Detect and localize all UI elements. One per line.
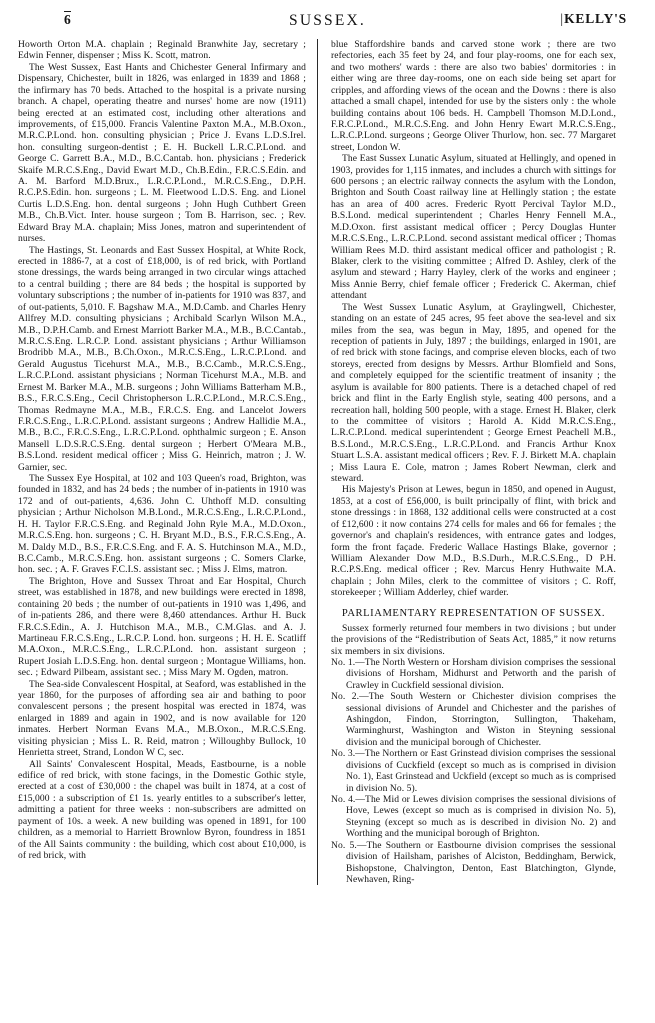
publisher-name: KELLY'S — [564, 11, 627, 26]
section-heading: PARLIAMENTARY REPRESENTATION OF SUSSEX. — [341, 607, 606, 619]
division-text: The Southern or Eastbourne division comprises the sessional division of Hailsham, parishes of Alciston, Beddingham, Berwick, Bishopstone, Chalvington, Denton, East Blatchington, Glynde, Newhaven, Ring- — [346, 839, 616, 885]
paragraph: The Brighton, Hove and Sussex Throat and Ear Hospital, Church street, was established in 1878, and new buildings were erected in 1898, containing 20 beds ; the number of out-patients in 1910 was 1,496, and of in-patients 286, and there were 8,460 attendances. Arthur H. Buck F.R.C.S.Edin., A. J. Hutchison M.A., M.B., C.M.Glas. and A. J. Martineau F.R.C.S.Eng., L.R.C.P. Lond. hon. surgeons ; H. H. E. Scatliff M.A.Oxon., M.R.C.S.Eng., L.R.C.P.Lond. hon. assistant surgeon ; Rupert Josiah L.D.S.Eng. hon. dental surgeon ; Montague Williams, hon. sec. ; Edward Pilbeam, assistant sec. ; Miss Mary M. Ogden, matron. — [18, 575, 306, 679]
section-intro-paragraph: Sussex formerly returned four members in two divisions ; but under the provisions of the “Redistribution of Seats Act, 1885,” it now returns six members in six divisions. — [331, 622, 616, 657]
paragraph: The West Sussex Lunatic Asylum, at Graylingwell, Chichester, standing on an estate of 245 acres, 95 feet above the sea-level and six miles from the sea, was begun in May, 1895, and opened for the reception of patients in July, 1897 ; the buildings, enlarged in 1901, are of red brick with stone facings, and comprise eleven blocks, each of two storeys, erected from designs by Messrs. Arthur Blomfield and Sons, and completely equipped for the scientific treatment of insanity ; the asylum is available for 800 patients. There is a detached chapel of red brick and flint in the Early English style, seating 400 persons, and a recreation hall, holding 500 people, with a stage. Ernest H. Blaker, clerk to the committee of visitors ; Harold A. Kidd M.R.C.S.Eng., L.R.C.P.Lond. medical superintendent ; George Ernest Peachell M.B., B.S.Lond., M.R.C.S.Eng., L.R.C.P.Lond. and Francis Arthur Knox Stuart L.S.A. assistant medical officers ; Rev. F. J. Birkett M.A. chaplain ; Miss Laura E. Cole, matron ; James Robert Newman, clerk and steward. — [331, 301, 616, 485]
page-number: 6 — [64, 12, 71, 27]
division-item — [331, 794, 616, 840]
division-label: No. 5.— — [331, 839, 367, 851]
division-text: The Northern or East Grinstead division comprises the sessional divisions of Cuckfield (except so much as is comprised in division No. 1), East Grinstead and Uckfield (except so much as is comprised in division No. 5). — [346, 748, 616, 794]
publisher-mark — [560, 11, 627, 27]
division-text: The North Western or Horsham division comprises the sessional divisions of Horsham, Midhurst and Petworth and the parish of Crawley in Cuckfield sessional division. — [346, 656, 616, 691]
left-column — [18, 39, 317, 861]
division-item — [331, 840, 616, 886]
paragraph: The Sussex Eye Hospital, at 102 and 103 Queen's road, Brighton, was founded in 1832, and has 24 beds ; the number of in-patients in 1910 was 172 and of out-patients, 4,636. John C. Uhthoff M.D. consulting physician ; Arthur Nicholson M.B.Lond., M.R.C.S.Eng., L.R.C.P.Lond., H. H. Taylor F.R.C.S.Eng. and Reginald John Ryle M.A., M.D.Oxon., M.R.C.S.Eng. hon. surgeons ; C. H. Bryant M.D., B.S., F.R.C.S.Eng., A. M. Daldy M.D., B.S., F.R.C.S.Eng. and F. A. S. Hutchinson M.A., M.D., B.C.Camb., M.R.C.S.Eng. hon. assistant surgeons ; C. Somers Clarke, hon. sec. ; A. F. Graves F.C.I.S. assistant sec. ; Miss J. Elms, matron. — [18, 473, 306, 576]
division-label: No. 3.— — [331, 748, 365, 760]
division-item — [331, 657, 616, 691]
paragraph: His Majesty's Prison at Lewes, begun in 1850, and opened in August, 1853, at a cost of £56,000, is built principally of flint, with brick and stone dressings : in 1868, 132 additional cells were constructed at a cost of £12,600 : it now contains 274 cells for males and 66 for females ; the governor's and chaplain's residences, with entrance gates and lodges, form the front façade. Frederic Wallace Hastings Blake, governor ; William Alexander Dow M.D., B.S.Durh., M.R.C.S.Eng., D P.H. R.C.P.S.Eng. medical officer ; Rev. Marcus Henry Huthwaite M.A. chaplain ; John Miles, clerk to the committee of visitors ; C. Roff, storekeeper ; William Adderley, chief warder. — [331, 484, 616, 599]
body-columns — [18, 39, 637, 885]
right-column — [317, 39, 616, 885]
paragraph: The West Sussex, East Hants and Chichester General Infirmary and Dispensary, Chichester, built in 1826, was enlarged in 1839 and 1868 ; the infirmary has 70 beds. Attached to the hospital is a private nursing branch. A chapel, operating theatre and nurses' home are now (1911) being erected at an estimated cost, including other alterations and improvements, of £15,000. Francis Valentine Paxton M.A., M.B.Oxon., M.R.C.P.Lond. hon. consulting physician ; Price J. Evans L.D.S.Irel. hon. consulting surgeon-dentist ; E. H. Buckell L.R.C.P.Lond. and George C. Garrett B.A., M.D., B.C.Cantab. hon. physicians ; Frederick Skaife M.R.C.S.Eng., David Ewart M.D., Ch.B.Edin., F.R.C.S.Edin. and A. M. Barford M.D.Brux., L.R.C.P.Lond., M.R.C.S.Eng., D.P.H. R.C.P.S.Edin. hon. surgeons ; L. M. Fleetwood L.D.S. Eng. and Lionel Curtis L.D.S.Eng. hon. dental surgeons ; John Hugh Cuthbert Green M.B., Ch.B.Vict. Inter. house surgeon ; Tom B. Harrison, sec. ; Rev. Edward Bray M.A. chaplain; Miss Jones, matron and superintendent of nurses. — [18, 61, 306, 245]
paragraph: The Sea-side Convalescent Hospital, at Seaford, was established in the year 1860, for the purposes of affording sea air and bathing to poor convalescent persons ; the present hospital was erected in 1874, was enlarged in 1889 and again in 1902, and is now available for 120 inmates. Herbert Norman Evans M.A., M.B.Oxon., M.R.C.S.Eng. visiting physician ; Miss L. R. Reid, matron ; Willoughby Bullock, 10 Henrietta street, Strand, London W C, sec. — [18, 678, 306, 759]
paragraph: The Hastings, St. Leonards and East Sussex Hospital, at White Rock, erected in 1886-7, at a cost of £18,000, is of red brick, with Portland stone dressings, the wards being arranged in two circular wings attached to a central building ; there are 84 beds ; the hospital is supported by voluntary subscriptions ; the number of in-patients for 1910 was 837, and of out-patients, 5,010. F. Bagshaw M.A., M.D.Camb. and Charles Henry Allfrey M.D. consulting physicians ; Archibald Scarlyn Wilson M.A., M.B., D.P.H.Camb. and Ernest Marriott Barker M.A., M.B., B.C.Cantab., M.R.C.S.Eng. L.R.C.P. Lond. assistant physicians ; Arthur Williamson Brodribb M.A., M.B., B.Ch.Oxon., M.R.C.S.Eng., L.R.C.P.Lond. and Gerald Augustus Ticehurst M.A., M.B., B.C.Camb., M.R.C.S.Eng., L.R.C.P.Lond. assistant physicians ; Norman Ticehurst M.A., M.B. and Ernest M. Barker M.A., M.B. surgeons ; John Williams Batterham M.B., B.S., F.R.C.S.Eng., Cecil Christopherson L.R.C.P.Lond., M.R.C.S.Eng., Thomas Redmayne M.A., M.B., F.R.C.S. Eng. and Lancelot Jowers F.R.C.S.Eng., L.R.C.P.Lond. assistant surgeons ; Andrew Hallidie M.A., M.B., B.C., F.R.C.S.Eng., L.R.C.P.Lond. ophthalmic surgeon ; E. Anson Mansell L.D.S.R.C.S.Eng. dental surgeon ; Herbert O'Meara M.B., B.S.Lond. resident medical officer ; Miss G. Heinrich, matron ; J. W. Garnier, sec. — [18, 244, 306, 473]
division-text: The South Western or Chichester division comprises the sessional divisions of Arundel and Chichester and the parishes of Ashingdon, Findon, Storrington, Sullington, Thakeham, Warminghurst, Washington and Wiston in Steyning sessional division and the municipal borough of Chichester. — [346, 691, 617, 748]
paragraph: blue Staffordshire bands and carved stone work ; there are two refectories, each 35 feet by 24, and four play-rooms, one for each sex, and two mothers' wards : there are also two babies' dormitories : in either wing are three day-rooms, one on each side being set apart for cripples, and affording views of the ocean and the Downs : there is also attached a small chapel, intended for use by the sisters only : the whole building contains about 106 beds. H. Campbell Thomson M.D.Lond., F.R.C.P.Lond., M.R.C.S.Eng. and John Henry Ewart M.R.C.S.Eng., L.R.C.P.Lond. surgeons ; George Oliver Thurlow, hon. sec. 77 Margaret street, London W. — [331, 39, 616, 153]
division-text: The Mid or Lewes division comprises the sessional divisions of Hove, Lewes (except so much as is comprised in division No. 5), Steyning (except so much as is described in division No. 2) and Worthing and the municipal borough of Brighton. — [346, 794, 616, 840]
page-title: SUSSEX. — [289, 12, 366, 29]
division-list — [331, 657, 616, 885]
division-label: No. 1.— — [331, 656, 365, 668]
division-label: No. 4.— — [331, 794, 366, 805]
paragraph: Howorth Orton M.A. chaplain ; Reginald Branwhite Jay, secretary ; Edwin Fenner, dispenser ; Miss K. Scott, matron. — [18, 39, 306, 62]
division-item — [331, 691, 616, 748]
division-item — [331, 748, 616, 794]
head-rule-glyph: | — [560, 11, 564, 26]
division-label: No. 2.— — [331, 691, 369, 703]
paragraph: The East Sussex Lunatic Asylum, situated at Hellingly, and opened in 1903, provides for 1,115 inmates, and includes a church with sittings for 600 persons ; an electric railway connects the asylum with the London, Brighton and South Coast railway line at Hellingly station ; the estate has an area of 400 acres. Frederic Ryott Percival Taylor M.D., B.S.Lond. medical superintendent ; Charles Henry Fennell M.A., M.D.Oxon. first assistant medical officer ; Percy Douglas Hunter M.R.C.S.Eng., L.R.C.P.Lond. second assistant medical officer ; Thomas William Rees M.D. third assistant medical officer and pathologist ; R. Blaker, clerk to the visiting committee ; Alfred D. Ashley, clerk of the asylum and steward ; Harry Hayley, clerk of the works and engineer ; Miss Annie Berry, chief female officer ; Frederick C. Akerman, chief attendant — [331, 153, 616, 302]
paragraph: All Saints' Convalescent Hospital, Meads, Eastbourne, is a noble edifice of red brick, with stone facings, in the Domestic Gothic style, erected at a cost of £30,000 : the chapel was built in 1874, at a cost of £15,000 : a subscription of £1 1s. yearly entitles to a subscriber's letter, admitting a patient for three weeks : non-subscribers are admitted on payment of 10s. a week. A new building was opened in 1891, for 100 children, as a memorial to Harriett Brownlow Byron, foundress in 1851 of the All Saints community : the building, which cost about £10,000, is of red brick, with — [18, 758, 306, 861]
running-head — [18, 10, 637, 36]
